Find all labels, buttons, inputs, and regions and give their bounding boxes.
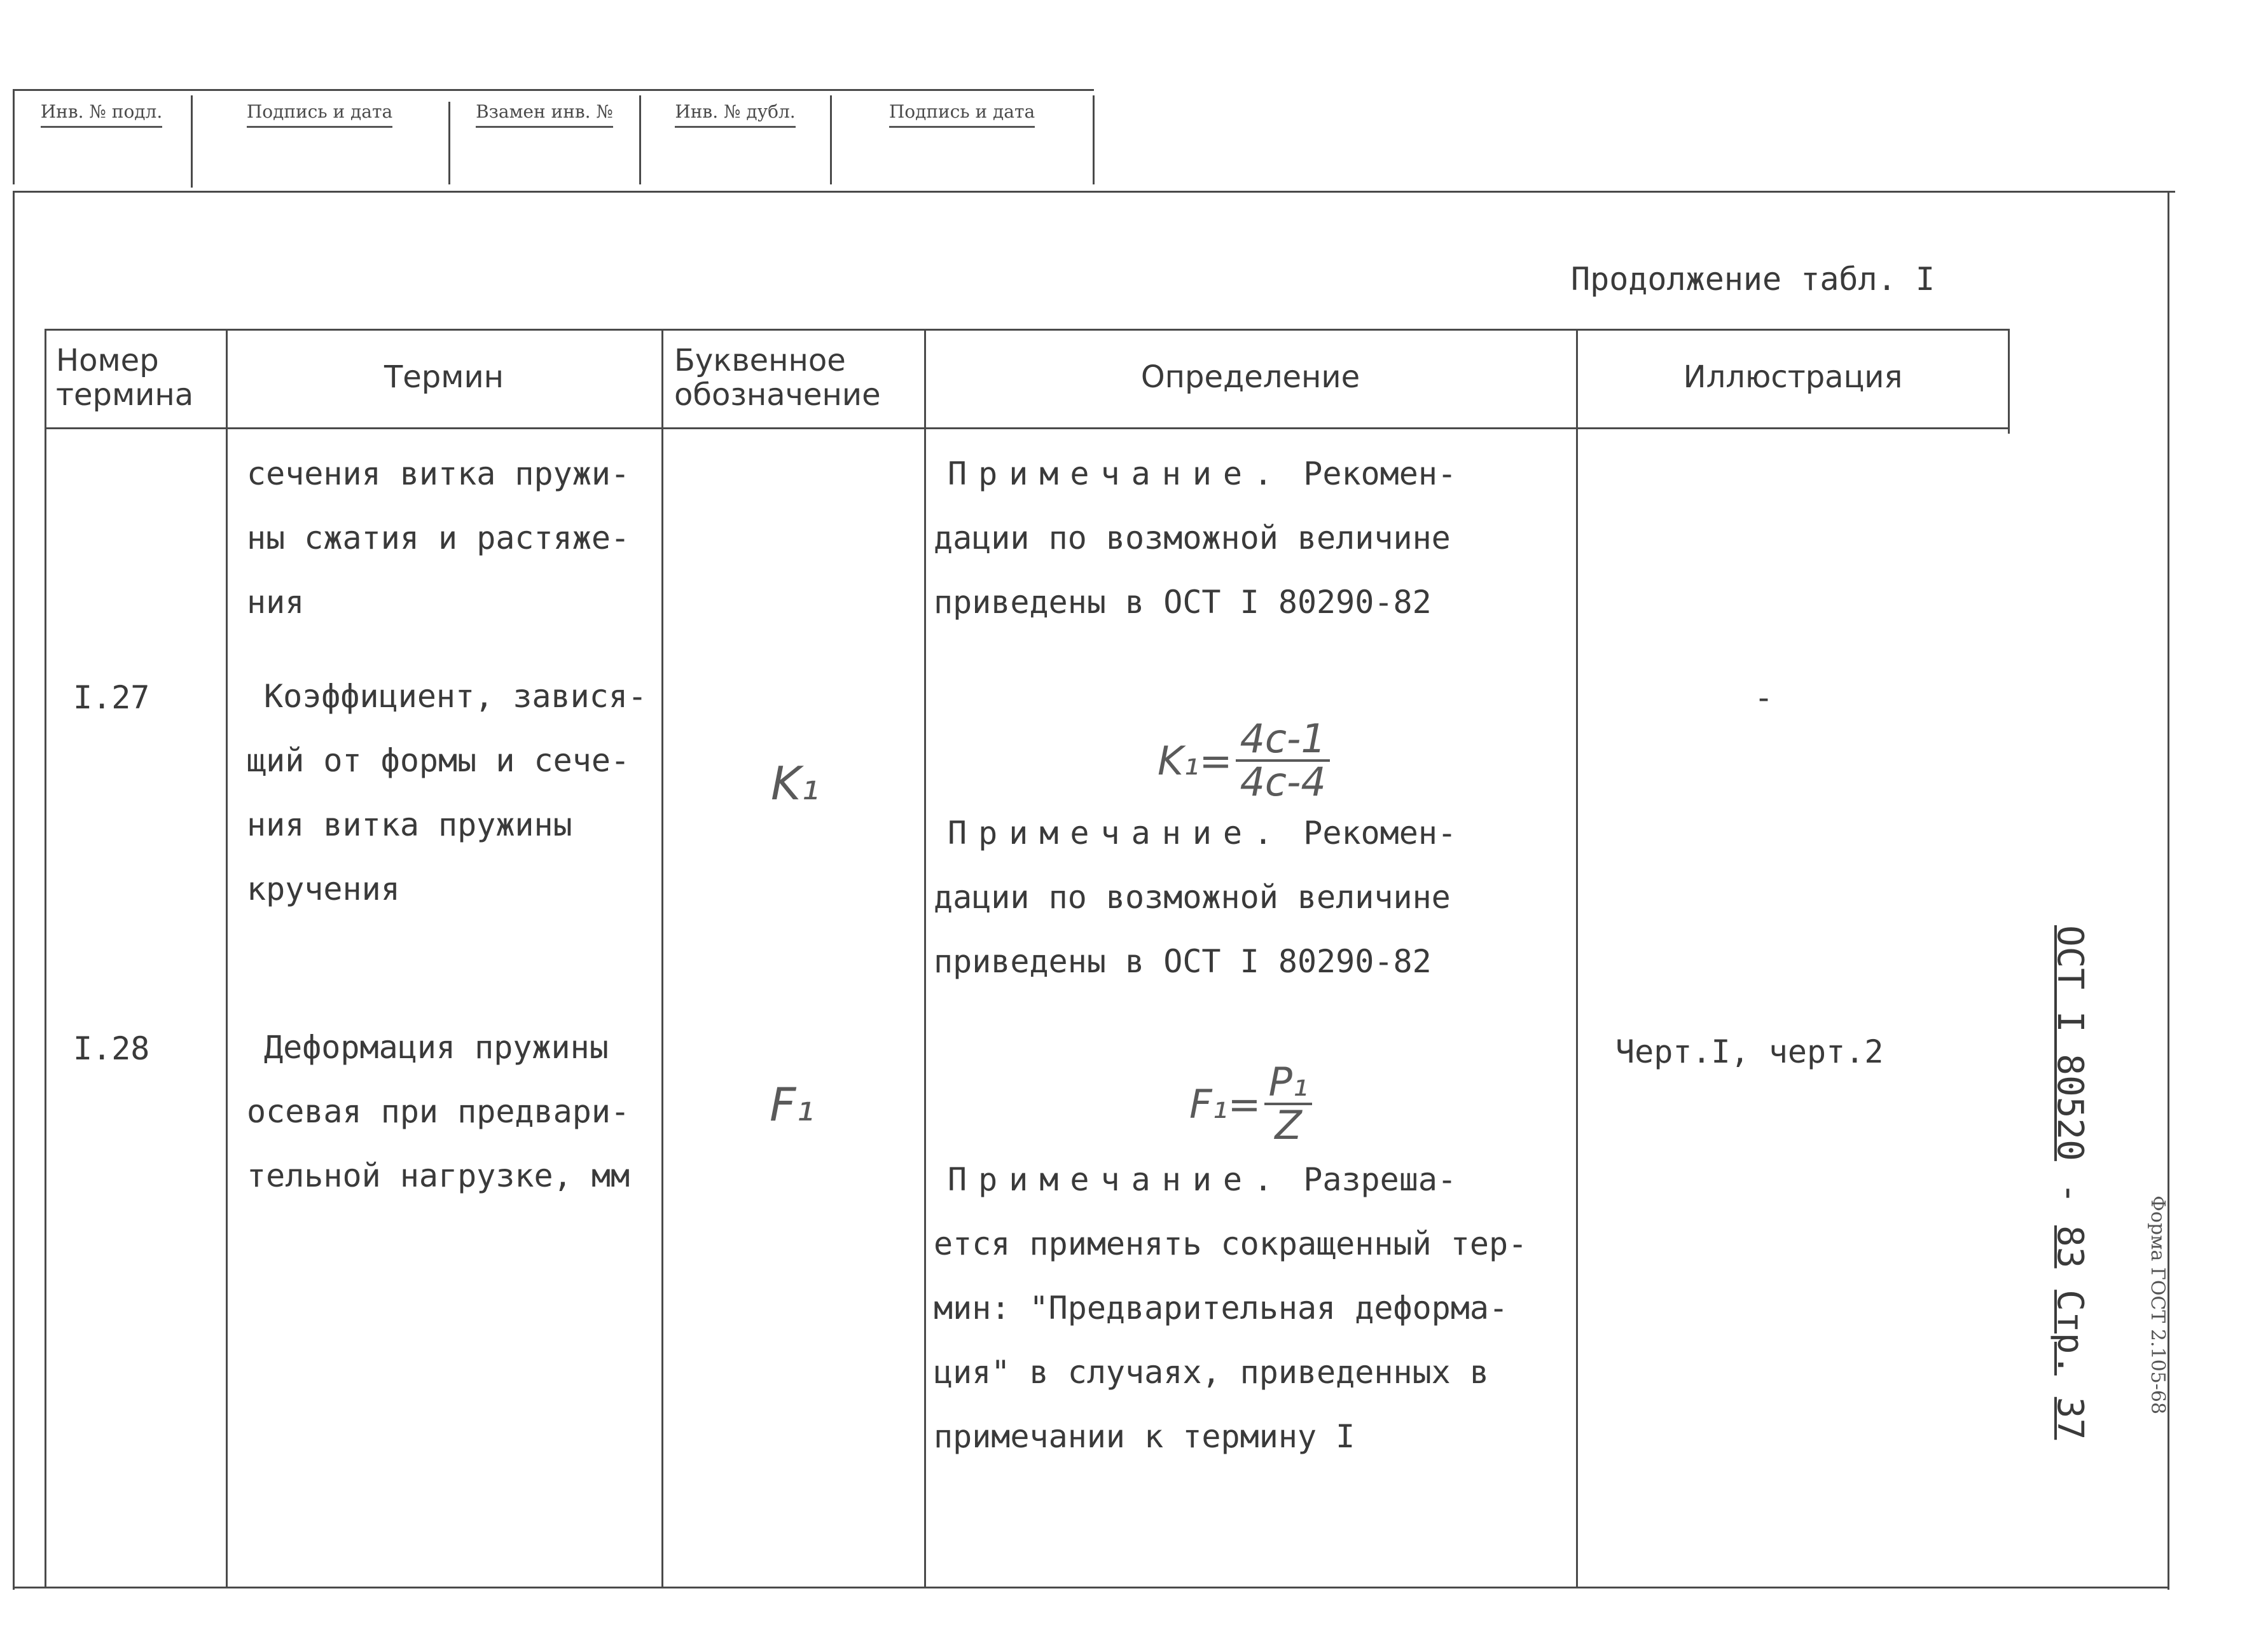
illustration-text: Черт.I, черт.2 <box>1615 1033 1884 1070</box>
definition-text: Примечание. Рекомен- дации по возможной величине приведены в ОСТ I 80290-82 <box>934 815 1457 980</box>
header-number: Номер термина <box>56 343 194 413</box>
definition-text: Примечание. Разреша- ется применять сокращенный тер- мин: "Предварительная деформа- ция" в случаях, приведенных в примечании к термину I <box>934 1161 1528 1455</box>
term-text: Коэффициент, завися- щий от формы и сече- ния витка пружины кручения <box>247 678 647 907</box>
term-number: I.27 <box>73 679 150 716</box>
header-symbol: Буквенное обозначение <box>674 343 881 413</box>
illustration-text: - <box>1754 679 1774 716</box>
symbol-k1: K₁ <box>771 757 820 810</box>
continuation-label: Продолжение табл. I <box>1571 261 1935 298</box>
stamp-inv-podl: Инв. № подл. <box>14 95 189 134</box>
formula-k1: K₁= $\frac{4c-1}{4c-4}$ <box>1158 719 1330 803</box>
stamp-inv-dubl: Инв. № дубл. <box>642 95 828 134</box>
header-definition: Определение <box>1140 359 1360 395</box>
definition-text: Примечание. Рекомен- дации по возможной величине приведены в ОСТ I 80290-82 <box>934 455 1457 621</box>
stamp-podpis-data-1: Подпись и дата <box>194 95 445 134</box>
stamp-podpis-data-2: Подпись и дата <box>833 95 1091 134</box>
document-designation: ОСТ I 80520 - 83 Стр. 37 <box>2049 925 2091 1440</box>
term-text: Деформация пружины осевая при предвари- тельной нагрузке, мм <box>247 1029 630 1194</box>
stamp-vzamen-inv: Взамен инв. № <box>452 95 637 134</box>
term-text: сечения витка пружи- ны сжатия и растяже- ния <box>247 455 630 621</box>
forma-label: Форма ГОСТ 2.105-68 <box>2147 1195 2169 1415</box>
formula-f1: F₁= $\frac{\text{P₁}}{Z}$ <box>1189 1062 1312 1146</box>
header-illustration: Иллюстрация <box>1683 359 1903 395</box>
symbol-f1: F₁ <box>770 1078 815 1131</box>
term-number: I.28 <box>73 1030 150 1067</box>
header-term: Термин <box>384 359 504 395</box>
